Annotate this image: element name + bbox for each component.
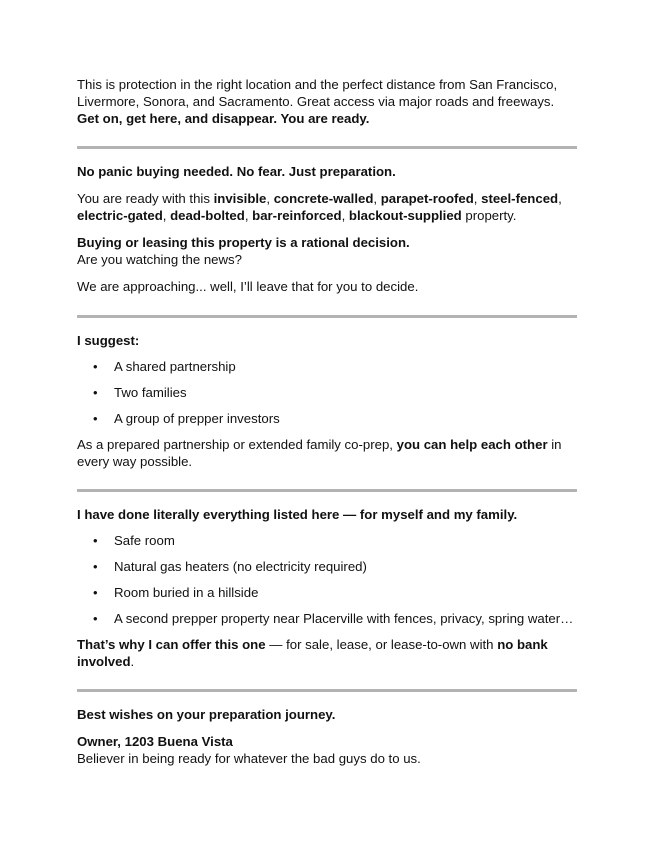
preparation-heading: No panic buying needed. No fear. Just preparation. bbox=[77, 164, 396, 179]
partnership-paragraph: As a prepared partnership or extended family co-prep, you can help each other in every way possible. bbox=[77, 437, 562, 469]
list-item: • A second prepper property near Placerville with fences, privacy, spring water… bbox=[77, 610, 577, 627]
list-item: • Room buried in a hillside bbox=[77, 584, 577, 601]
feature: steel-fenced bbox=[481, 191, 559, 206]
divider bbox=[77, 315, 577, 318]
feature: blackout-supplied bbox=[348, 208, 462, 223]
feature: concrete-walled bbox=[273, 191, 374, 206]
suggest-heading: I suggest: bbox=[77, 333, 140, 348]
owner-signature: Owner, 1203 Buena Vista bbox=[77, 734, 233, 749]
closing-wishes: Best wishes on your preparation journey. bbox=[77, 707, 336, 722]
feature: electric-gated bbox=[77, 208, 163, 223]
feature: parapet-roofed bbox=[380, 191, 474, 206]
intro-bold: Get on, get here, and disappear. You are ready. bbox=[77, 111, 370, 126]
list-item: • Safe room bbox=[77, 532, 577, 549]
news-line: Are you watching the news? bbox=[77, 252, 242, 267]
list-item: • A shared partnership bbox=[77, 358, 577, 375]
approaching-line: We are approaching... well, I’ll leave that for you to decide. bbox=[77, 279, 419, 294]
list-item: • Two families bbox=[77, 384, 577, 401]
offer-paragraph: That’s why I can offer this one — for sale, lease, or lease-to-own with no bank involved. bbox=[77, 637, 548, 669]
intro-paragraph bbox=[77, 76, 577, 127]
done-list bbox=[77, 532, 577, 627]
owner-tagline: Believer in being ready for whatever the bad guys do to us. bbox=[77, 751, 421, 766]
done-heading: I have done literally everything listed here — for myself and my family. bbox=[77, 507, 518, 522]
intro-text: This is protection in the right location and the perfect distance from San Francisco, Livermore, Sonora, and Sacramento. Great access via major roads and freeways. bbox=[77, 77, 558, 109]
document-page bbox=[77, 76, 577, 767]
divider bbox=[77, 489, 577, 492]
suggest-list bbox=[77, 358, 577, 427]
feature: dead-bolted bbox=[170, 208, 245, 223]
divider bbox=[77, 689, 577, 692]
decision-line: Buying or leasing this property is a rational decision. bbox=[77, 235, 410, 250]
divider bbox=[77, 146, 577, 149]
feature: bar-reinforced bbox=[252, 208, 342, 223]
features-paragraph: You are ready with this invisible, concrete-walled, parapet-roofed, steel-fenced, electric-gated, dead-bolted, bar-reinforced, blackout-supplied property. bbox=[77, 191, 562, 223]
feature: invisible bbox=[213, 191, 267, 206]
list-item: • Natural gas heaters (no electricity required) bbox=[77, 558, 577, 575]
list-item: • A group of prepper investors bbox=[77, 410, 577, 427]
